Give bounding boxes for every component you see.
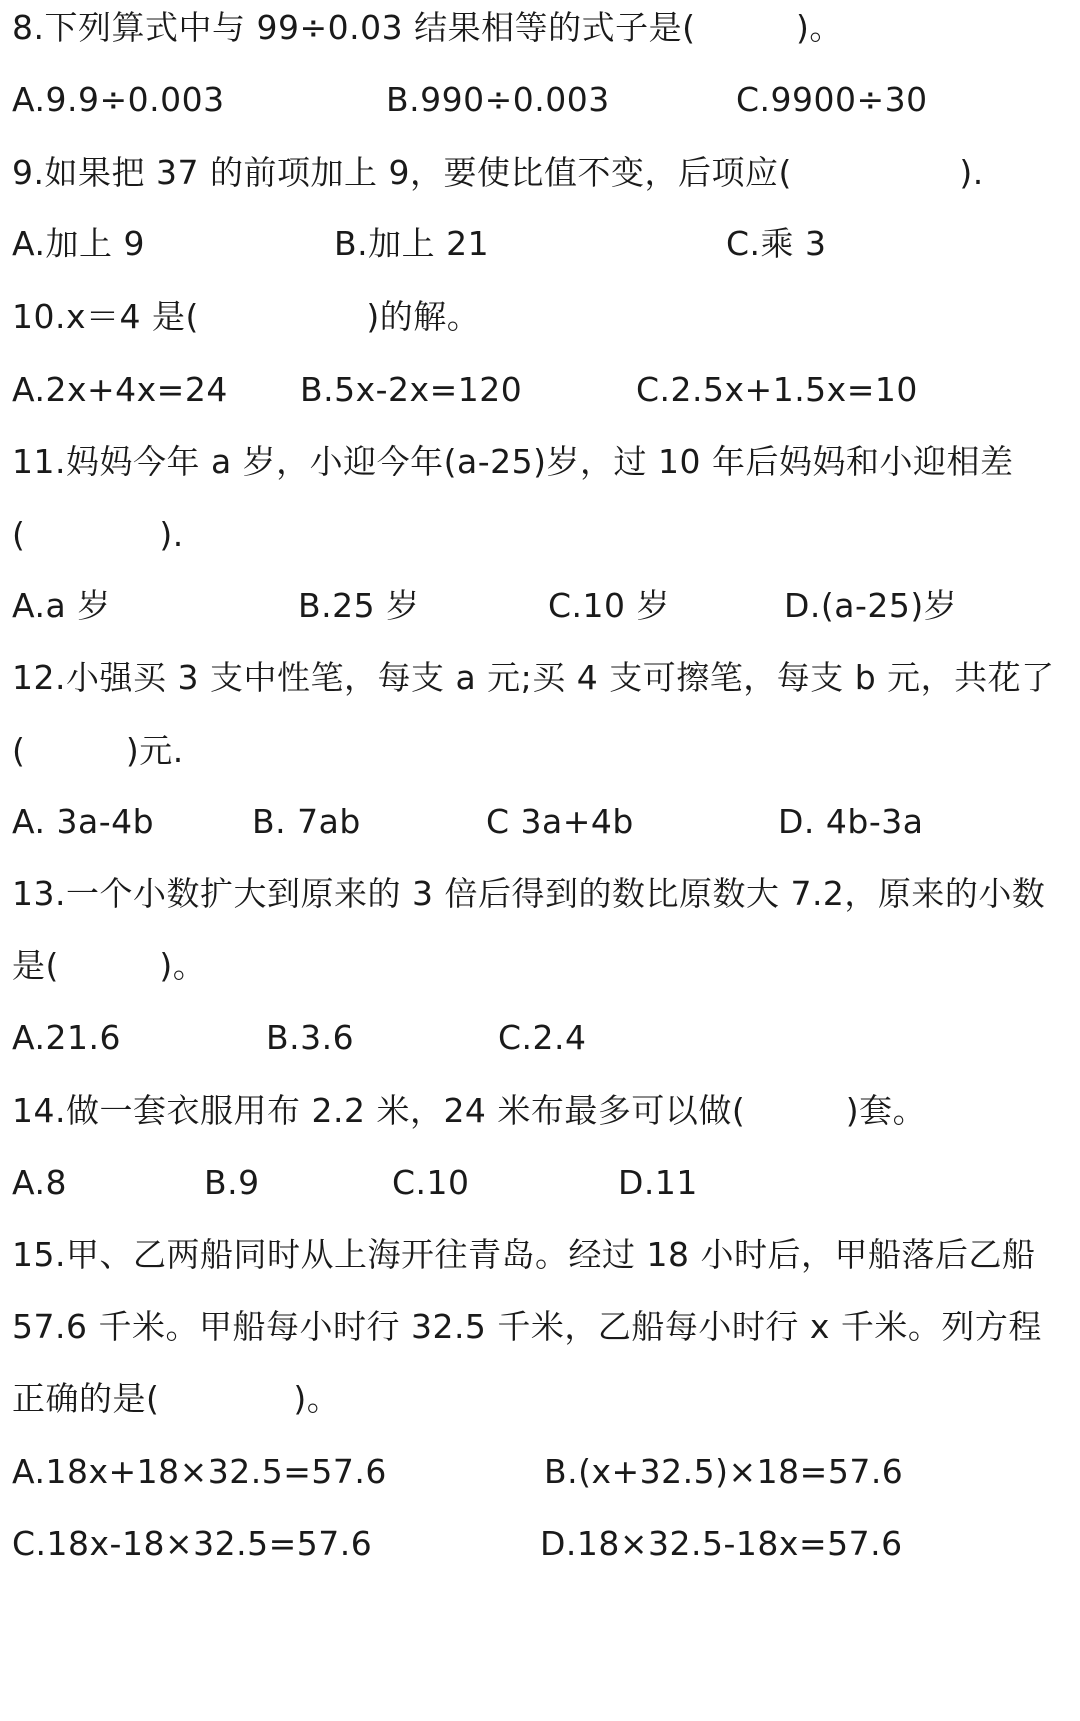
q12-option-a: A. 3a-4b (12, 802, 155, 841)
q14-stem: 14.做一套衣服用布 2.2 米，24 米布最多可以做( )套。 (12, 1091, 927, 1130)
q9-stem: 9.如果把 37 的前项加上 9，要使比值不变，后项应( ). (12, 153, 984, 192)
q15-stem-line1: 15.甲、乙两船同时从上海开往青岛。经过 18 小时后，甲船落后乙船 (12, 1235, 1036, 1274)
q11-stem-line2: ( ). (12, 515, 184, 554)
q12-stem-line2: ( )元. (12, 731, 184, 770)
q8-option-a: A.9.9÷0.003 (12, 80, 225, 119)
q9-option-a: A.加上 9 (12, 224, 145, 263)
q15-option-a: A.18x+18×32.5=57.6 (12, 1452, 387, 1491)
q11-option-a: A.a 岁 (12, 586, 111, 625)
q11-option-c: C.10 岁 (548, 586, 671, 625)
q14-option-b: B.9 (204, 1163, 260, 1202)
q15-option-d: D.18×32.5-18x=57.6 (540, 1524, 903, 1563)
q8-option-b: B.990÷0.003 (386, 80, 610, 119)
q8-option-c: C.9900÷30 (736, 80, 928, 119)
q15-stem-line3: 正确的是( )。 (12, 1379, 341, 1418)
q13-option-c: C.2.4 (498, 1018, 587, 1057)
q9-option-b: B.加上 21 (334, 224, 490, 263)
q10-option-b: B.5x-2x=120 (300, 370, 523, 409)
q9-option-c: C.乘 3 (726, 224, 827, 263)
q13-option-a: A.21.6 (12, 1018, 121, 1057)
q12-stem-line1: 12.小强买 3 支中性笔，每支 a 元;买 4 支可擦笔，每支 b 元，共花了 (12, 658, 1055, 697)
q15-option-c: C.18x-18×32.5=57.6 (12, 1524, 373, 1563)
q13-stem-line1: 13.一个小数扩大到原来的 3 倍后得到的数比原数大 7.2，原来的小数 (12, 874, 1046, 913)
q11-stem-line1: 11.妈妈今年 a 岁，小迎今年(a-25)岁，过 10 年后妈妈和小迎相差 (12, 442, 1014, 481)
q12-option-c: C 3a+4b (486, 802, 634, 841)
q14-option-a: A.8 (12, 1163, 67, 1202)
q10-option-a: A.2x+4x=24 (12, 370, 228, 409)
q15-stem-line2: 57.6 千米。甲船每小时行 32.5 千米，乙船每小时行 x 千米。列方程 (12, 1307, 1042, 1346)
q13-option-b: B.3.6 (266, 1018, 355, 1057)
q12-option-b: B. 7ab (252, 802, 361, 841)
q12-option-d: D. 4b-3a (778, 802, 924, 841)
q11-option-d: D.(a-25)岁 (784, 586, 958, 625)
q10-option-c: C.2.5x+1.5x=10 (636, 370, 918, 409)
q14-option-c: C.10 (392, 1163, 470, 1202)
q13-stem-line2: 是( )。 (12, 946, 207, 985)
q10-stem: 10.x＝4 是( )的解。 (12, 297, 481, 336)
q14-option-d: D.11 (618, 1163, 698, 1202)
q8-stem: 8.下列算式中与 99÷0.03 结果相等的式子是( )。 (12, 8, 843, 47)
q11-option-b: B.25 岁 (298, 586, 420, 625)
q15-option-b: B.(x+32.5)×18=57.6 (544, 1452, 904, 1491)
